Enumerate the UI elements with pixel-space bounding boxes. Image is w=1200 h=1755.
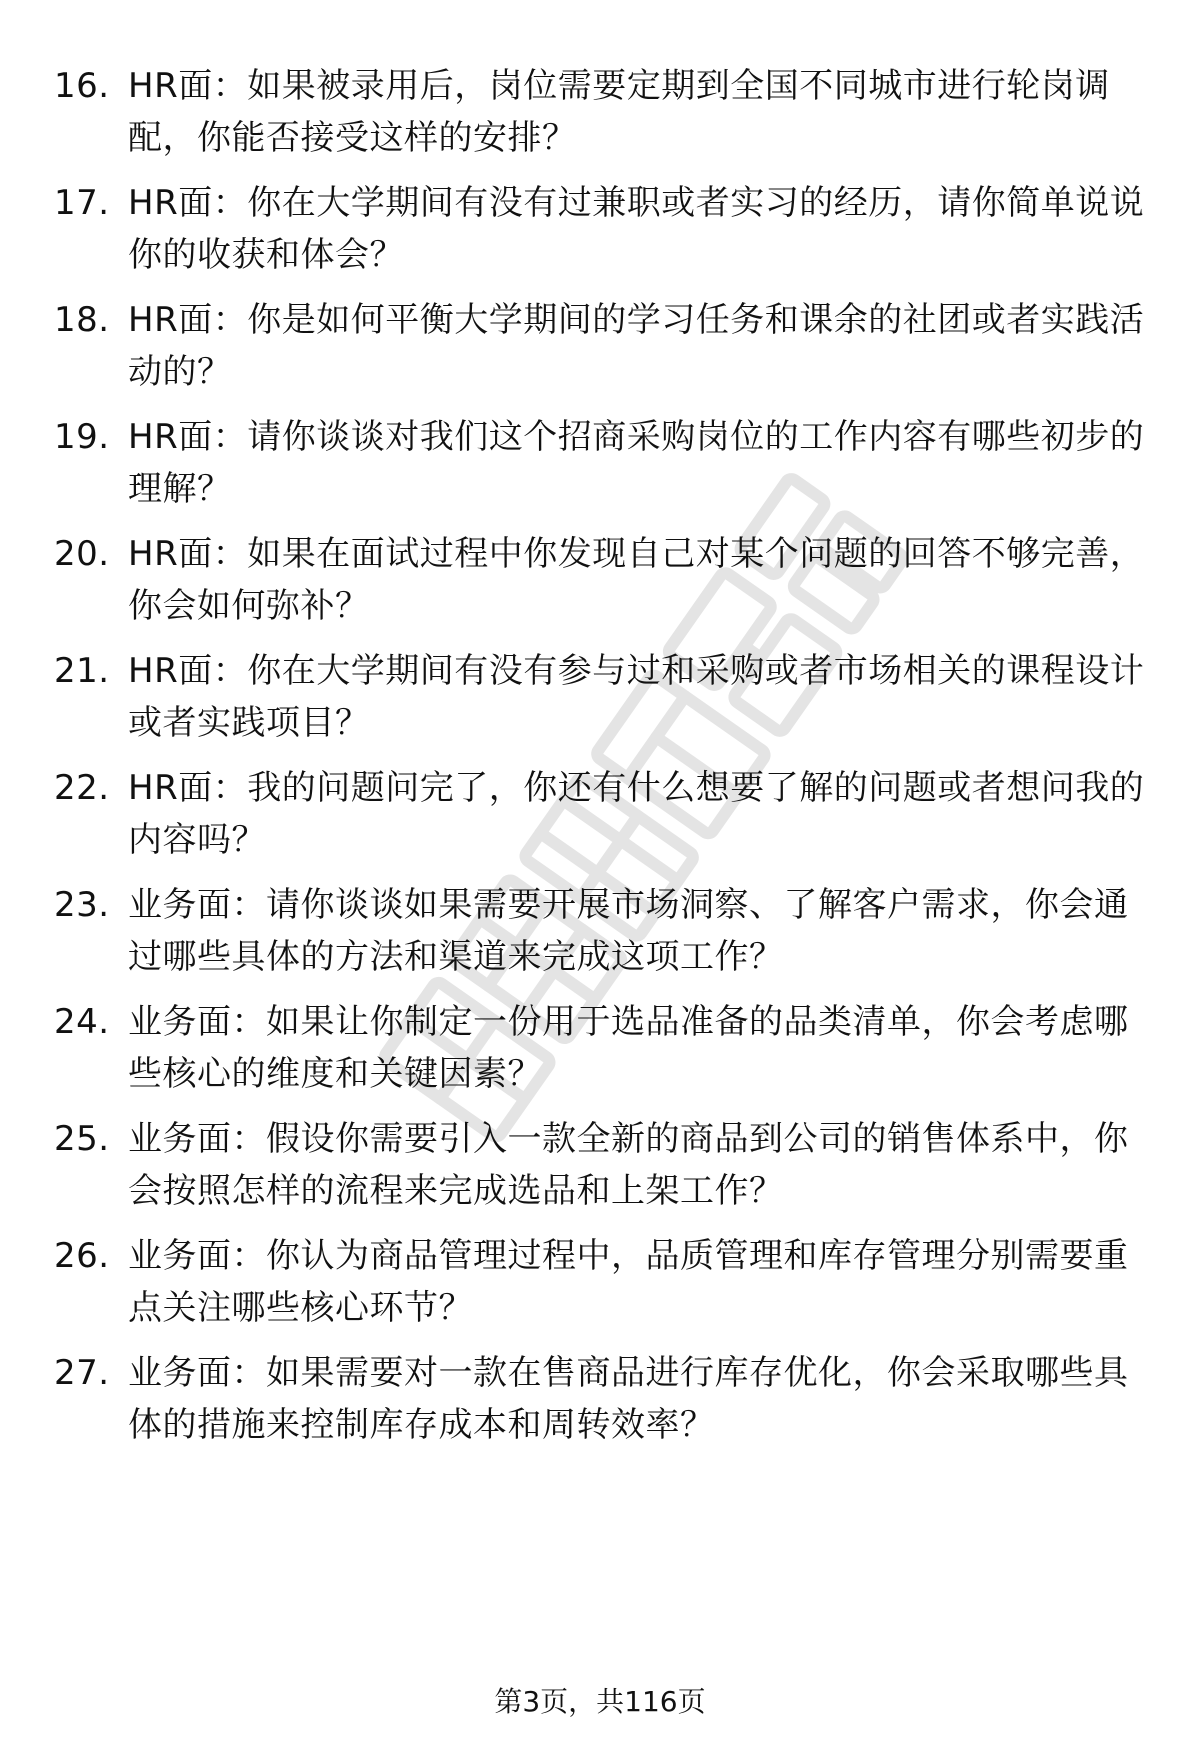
question-text: HR面：你在大学期间有没有过兼职或者实习的经历，请你简单说说你的收获和体会？ [128, 183, 1145, 275]
question-number: 22. [54, 768, 110, 808]
question-number: 18. [54, 300, 110, 340]
question-text: 业务面：你认为商品管理过程中，品质管理和库存管理分别需要重点关注哪些核心环节？ [128, 1236, 1129, 1328]
question-text: 业务面：如果需要对一款在售商品进行库存优化，你会采取哪些具体的措施来控制库存成本和周转效率？ [128, 1353, 1129, 1445]
question-text: HR面：如果在面试过程中你发现自己对某个问题的回答不够完善，你会如何弥补？ [128, 534, 1145, 626]
question-number: 26. [54, 1236, 110, 1276]
question-number: 25. [54, 1119, 110, 1159]
question-text: 业务面：请你谈谈如果需要开展市场洞察、了解客户需求，你会通过哪些具体的方法和渠道来完成这项工作？ [128, 885, 1129, 977]
question-text: 业务面：如果让你制定一份用于选品准备的品类清单，你会考虑哪些核心的维度和关键因素？ [128, 1002, 1129, 1094]
question-text: HR面：你是如何平衡大学期间的学习任务和课余的社团或者实践活动的？ [128, 300, 1145, 392]
question-number: 19. [54, 417, 110, 457]
question-number: 24. [54, 1002, 110, 1042]
question-text: HR面：如果被录用后，岗位需要定期到全国不同城市进行轮岗调配，你能否接受这样的安排？ [128, 66, 1110, 158]
question-text: HR面：我的问题问完了，你还有什么想要了解的问题或者想问我的内容吗？ [128, 768, 1145, 860]
question-text: 业务面：假设你需要引入一款全新的商品到公司的销售体系中，你会按照怎样的流程来完成选品和上架工作？ [128, 1119, 1129, 1211]
page-number-footer: 第3页，共116页 [494, 1685, 706, 1718]
question-text: HR面：请你谈谈对我们这个招商采购岗位的工作内容有哪些初步的理解？ [128, 417, 1145, 509]
question-number: 27. [54, 1353, 110, 1393]
question-number: 23. [54, 885, 110, 925]
question-number: 21. [54, 651, 110, 691]
question-text: HR面：你在大学期间有没有参与过和采购或者市场相关的课程设计或者实践项目？ [128, 651, 1145, 743]
question-number: 17. [54, 183, 110, 223]
question-number: 16. [54, 66, 110, 106]
question-number: 20. [54, 534, 110, 574]
